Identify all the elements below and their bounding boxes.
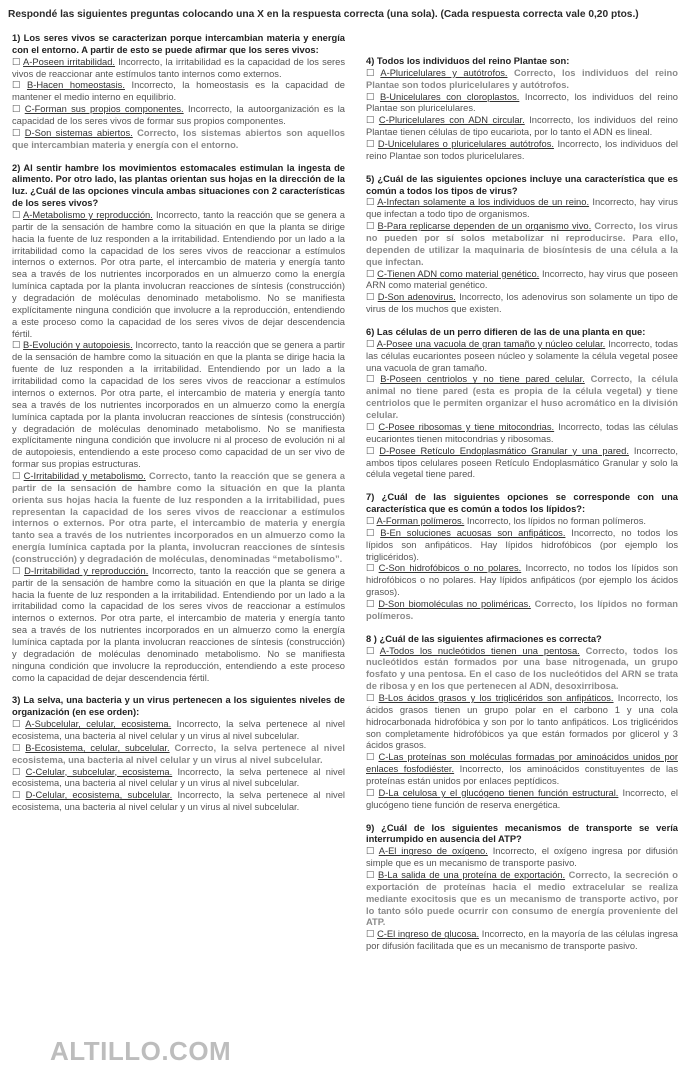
checkbox-icon[interactable]: ☐ — [366, 91, 375, 102]
option-feedback: Incorrecto, la selva pertenece al nivel ecosistema, una bacteria al nivel celular y un virus al nivel subcelular. — [12, 790, 345, 813]
answer-option — [366, 752, 678, 788]
checkbox-icon[interactable]: ☐ — [366, 115, 375, 126]
checkbox-icon[interactable]: ☐ — [366, 421, 375, 432]
answer-option — [366, 693, 678, 752]
answer-option — [366, 422, 678, 446]
answer-option — [366, 139, 678, 163]
answer-option — [366, 846, 678, 870]
question-block — [366, 634, 678, 812]
option-label: D-Son biomoléculas no poliméricas. — [378, 598, 531, 609]
option-feedback: Incorrecto, no todos los lípidos son anfipáticos. Hay lípidos hidrofóbicos (por ejemplo los triglicéridos). — [366, 527, 678, 562]
option-label: A-Metabolismo y reproducción. — [23, 210, 153, 221]
answer-option — [12, 719, 345, 743]
question-title: 3) La selva, una bacteria y un virus pertenecen a los siguientes niveles de organización (en ese orden): — [12, 695, 345, 718]
checkbox-icon[interactable]: ☐ — [12, 470, 21, 481]
option-label: B-Evolución y autopoiesis. — [23, 340, 133, 351]
option-feedback: Incorrecto, todas las células eucariontes poseen núcleo y solamente la célula vegetal posee una vacuola de gran tamaño. — [366, 338, 678, 373]
option-feedback: Correcto, los sistemas abiertos son aquellos que intercambian materia y energía con el entorno. — [12, 127, 345, 150]
option-label: D-Son sistemas abiertos. — [24, 127, 133, 138]
option-label: A-Forman polímeros. — [376, 515, 465, 526]
option-feedback: Correcto, la selva pertenece al nivel ecosistema, una bacteria al nivel celular y un virus al nivel subcelular. — [12, 742, 345, 765]
option-label: D-Posee Retículo Endoplasmático Granular y una pared. — [379, 445, 629, 456]
option-feedback: Incorrecto, en la mayoría de las células ingresa por difusión facilitada que es un mecanismo de transporte pasivo. — [366, 929, 678, 952]
checkbox-icon[interactable]: ☐ — [366, 139, 375, 150]
checkbox-icon[interactable]: ☐ — [366, 787, 375, 798]
answer-option — [366, 269, 678, 293]
answer-option — [12, 566, 345, 685]
option-feedback: Correcto, los individuos del reino Plantae son todos pluricelulares y autótrofos. — [366, 67, 678, 90]
option-label: C-Son hidrofóbicos o no polares. — [378, 563, 522, 574]
option-feedback: Incorrecto, tanto la reacción que se genera a partir de la sensación de hambre como la situación en que la planta se dirige hacia la fuente de luz responden a la irritabilidad. Entendiendo por un lado a la irritabilidad como la capacidad de los seres vivos de reaccionar a estímulos internos o externos. Por otra parte, el intercambio de materia y energía tanto sea a través de los nutrientes incorporados en un almuerzo como la energía lumínica captada por la planta involucran reacciones de síntesis (construcción) y degradación de moléculas denominado metabolismo. No se manifiesta ninguna condición que involucre la reproducción, entendiendo a este proceso como la capacidad de dejar descendencia fértil. — [12, 565, 345, 683]
option-label: A-Todos los nucleótidos tienen una pentosa. — [379, 645, 580, 656]
option-feedback: Incorrecto, la autoorganización es la capacidad de los seres vivos de formar sus propios componentes. — [12, 104, 345, 127]
option-label: C-Forman sus propios componentes. — [24, 104, 184, 115]
checkbox-icon[interactable]: ☐ — [366, 292, 375, 303]
question-block — [366, 174, 678, 316]
checkbox-icon[interactable]: ☐ — [12, 104, 21, 115]
option-feedback: Incorrecto, tanto la reacción que se genera a partir de la sensación de hambre como la situación en que la planta se dirige hacia la fuente de luz responden a la irritabilidad. Entendiendo por un lado a la irritabilidad como la capacidad de los seres vivos de reaccionar a estímulos internos o externos. Por otra parte, el intercambio de materia y energía tanto sea a través de los nutrientes incorporados en un almuerzo como la energía lumínica captada por la planta involucran reacciones de síntesis (construcción) y degradación de moléculas denominado metabolismo. No se manifiesta explícitamente ninguna condición que involucre ni al proceso de evolución ni al de autopoiesis, entendiendo a este proceso como capacidad de un ser vivo de formar sus propias estructuras. — [12, 340, 345, 470]
option-label: B-Unicelulares con cloroplastos. — [379, 91, 520, 102]
answer-option — [366, 599, 678, 623]
option-label: D-La celulosa y el glucógeno tienen función estructural. — [378, 787, 619, 798]
checkbox-icon[interactable]: ☐ — [366, 67, 375, 78]
question-block — [12, 163, 345, 685]
checkbox-icon[interactable]: ☐ — [366, 268, 375, 279]
option-feedback: Incorrecto, la homeostasis es la capacidad de mantener el medio interno en equilibrio. — [12, 80, 345, 103]
option-feedback: Incorrecto, hay virus que infectan a todo tipo de organismos. — [366, 197, 678, 220]
checkbox-icon[interactable]: ☐ — [366, 338, 375, 349]
checkbox-icon[interactable]: ☐ — [12, 719, 21, 730]
option-feedback: Incorrecto, tanto la reacción que se genera a partir de la sensación de hambre como la situación en que la planta se dirige hacia la fuente de luz responden a la irritabilidad. Entendiendo por un lado a la irritabilidad como la capacidad de los seres vivos de reaccionar a estímulos internos o externos. Por otra parte, el intercambio de materia y energía tanto sea a través de los nutrientes incorporados en un almuerzo como la energía lumínica captada por la planta involucran reacciones de síntesis (construcción) y degradación de moléculas denominado metabolismo. No se manifiesta explícitamente ninguna condición que involucre a la reproducción, entendiendo a este proceso como la capacidad de los seres vivos de dejar descendencia fértil. — [12, 210, 345, 339]
checkbox-icon[interactable]: ☐ — [366, 515, 375, 526]
option-feedback: Incorrecto, los lípidos no forman polímeros. — [464, 515, 647, 526]
option-feedback: Incorrecto, la selva pertenece al nivel ecosistema, una bacteria al nivel celular y un virus al nivel subcelular. — [12, 719, 345, 741]
checkbox-icon[interactable]: ☐ — [366, 752, 375, 763]
checkbox-icon[interactable]: ☐ — [366, 197, 375, 208]
answer-option — [366, 197, 678, 221]
answer-option — [12, 471, 345, 566]
question-block — [366, 327, 678, 481]
option-feedback: Incorrecto, la irritabilidad es la capacidad de los seres vivos de reaccionar ante estímulos tanto internos como externos. — [12, 56, 345, 79]
checkbox-icon[interactable]: ☐ — [12, 210, 21, 221]
option-feedback: Incorrecto, los ácidos grasos tienen un grupo polar en el carbono 1 y una cola hidrocarbonada hidrofóbica y son por lo tanto anfipáticos. Los triglicéridos son completamente hidrofóbicos ya que están formados por glicerol y 3 ácidos grasos. — [366, 692, 678, 751]
checkbox-icon[interactable]: ☐ — [12, 742, 21, 753]
option-label: A-El ingreso de oxígeno. — [378, 846, 488, 857]
option-feedback: Correcto, los lípidos no forman polímeros. — [366, 598, 678, 621]
checkbox-icon[interactable]: ☐ — [12, 340, 21, 351]
option-label: D-Unicelulares o pluricelulares autótrofos. — [377, 139, 554, 150]
checkbox-icon[interactable]: ☐ — [12, 766, 21, 777]
checkbox-icon[interactable]: ☐ — [366, 692, 375, 703]
answer-option — [366, 516, 678, 528]
option-label: C-Posee ribosomas y tiene mitocondrias. — [378, 421, 555, 432]
option-label: A-Infectan solamente a los individuos de un reino. — [377, 197, 590, 208]
option-feedback: Incorrecto, el glucógeno tiene función de reserva energética. — [366, 787, 678, 810]
answer-option — [366, 870, 678, 929]
option-label: A-Posee una vacuola de gran tamaño y núcleo celular. — [376, 338, 606, 349]
option-feedback: Correcto, la célula animal no tiene pared (esta es propia de la célula vegetal) y tiene centriolos que le permiten organizar el huso acromático en la división celular. — [366, 374, 678, 421]
option-label: B-La salida de una proteína de exportación. — [377, 870, 566, 880]
question-title: 1) Los seres vivos se caracterizan porque intercambian materia y energía con el entorno. A partir de esto se puede afirmar que los seres vivos: — [12, 33, 345, 55]
option-label: C-Las proteínas son moléculas formadas por aminoácidos unidos por enlaces fosfodiéster. — [366, 752, 678, 775]
option-label: A-Poseen irritabilidad. — [23, 56, 116, 67]
checkbox-icon[interactable]: ☐ — [366, 929, 375, 940]
answer-option — [366, 788, 678, 812]
option-label: B-En soluciones acuosas son anfipáticos. — [380, 527, 566, 538]
checkbox-icon[interactable]: ☐ — [12, 565, 21, 576]
option-feedback: Correcto, tanto la reacción que se genera a partir de la sensación de hambre como la situación en que la planta orienta sus hojas hacia la fuente de luz responden a la irritabilidad, pues representan la capacidad de los seres vivos de reaccionar a estímulos internos o externos. Por otra parte, el intercambio de materia y energía tanto sea a través de los nutrientes incorporados en un almuerzo como la energía lumínica captada por la planta, involucran reacciones de síntesis (construcción) y degradación de moléculas, denominadas “metabolismo”. — [12, 470, 345, 564]
question-title: 6) Las células de un perro difieren de las de una planta en que: — [366, 327, 646, 338]
question-block — [12, 695, 345, 814]
answer-option — [366, 563, 678, 599]
checkbox-icon[interactable]: ☐ — [366, 221, 375, 232]
answer-option — [12, 128, 345, 152]
answer-option — [12, 340, 345, 470]
option-feedback: Incorrecto, no todos los lípidos son hidrofóbicos o no polares. Hay lípidos anfipáticos (por ejemplo los ácidos grasos). — [366, 563, 678, 598]
option-label: B-Poseen centriolos y no tiene pared celular. — [380, 374, 585, 385]
answer-option — [366, 528, 678, 564]
answer-option — [366, 646, 678, 693]
option-label: C-Irritabilidad y metabolismo. — [23, 470, 146, 481]
option-label: D-Irritabilidad y reproducción. — [24, 565, 149, 576]
checkbox-icon[interactable]: ☐ — [366, 374, 375, 385]
answer-option — [366, 292, 678, 316]
answer-option — [12, 57, 345, 81]
answer-option — [12, 80, 345, 104]
question-block — [12, 33, 345, 152]
option-feedback: Incorrecto, el oxígeno ingresa por difusión simple que es un mecanismo de transporte pasivo. — [366, 846, 678, 869]
option-feedback: Incorrecto, la selva pertenece al nivel ecosistema, una bacteria al nivel celular y un virus al nivel subcelular. — [12, 766, 345, 789]
checkbox-icon[interactable]: ☐ — [12, 56, 21, 67]
option-label: B-Para replicarse dependen de un organismo vivo. — [377, 221, 592, 232]
option-feedback: Correcto, todos los nucleótidos están formados por una base nitrogenada, un grupo fosfato y una pentosa. En el caso de los nucleótidos del ARN se trata de ribosa y en los que pertenecen al ADN, desoxirribosa. — [366, 645, 678, 692]
question-title: 5) ¿Cuál de las siguientes opciones incluye una característica que es común a todos los tipos de virus? — [366, 173, 678, 196]
checkbox-icon[interactable]: ☐ — [366, 445, 375, 456]
checkbox-icon[interactable]: ☐ — [366, 527, 375, 538]
answer-option — [366, 446, 678, 482]
option-feedback: Incorrecto, los individuos del reino Plantae tienen células de tipo eucariota, por lo tanto el ADN es lineal. — [366, 115, 678, 138]
question-title: 7) ¿Cuál de las siguientes opciones se corresponde con una característica que es común a todos los lípidos?: — [366, 492, 678, 515]
answer-option — [366, 339, 678, 375]
option-feedback: Incorrecto, todas las células eucariontes tienen mitocondrias y ribosomas. — [366, 421, 678, 444]
answer-option — [366, 221, 678, 268]
question-title: 9) ¿Cuál de los siguientes mecanismos de transporte se vería interrumpido en ausencia del ATP? — [366, 822, 678, 845]
answer-option — [366, 929, 678, 953]
option-label: B-Hacen homeostasis. — [26, 80, 125, 91]
option-label: C-El ingreso de glucosa. — [377, 929, 480, 940]
option-label: C-Pluricelulares con ADN circular. — [378, 115, 525, 126]
instructions-header: Respondé las siguientes preguntas colocando una X en la respuesta correcta (una sola). (Cada respuesta correcta vale 0,20 ptos.) — [8, 9, 639, 20]
checkbox-icon[interactable]: ☐ — [366, 870, 375, 880]
checkbox-icon[interactable]: ☐ — [12, 80, 21, 91]
answer-option — [366, 115, 678, 139]
checkbox-icon[interactable]: ☐ — [366, 846, 375, 857]
option-feedback: Incorrecto, ambos tipos celulares poseen Retículo Endoplasmático Granular y solo la célula vegetal tiene pared. — [366, 445, 678, 480]
question-title: 4) Todos los individuos del reino Plantae son: — [366, 56, 570, 66]
option-label: C-Celular, subcelular, ecosistema. — [25, 766, 173, 777]
question-title: 8 ) ¿Cuál de las siguientes afirmaciones es correcta? — [366, 633, 602, 644]
option-feedback: Incorrecto, los aminoácidos constituyentes de las proteínas están unidos por enlaces peptídicos. — [366, 764, 678, 786]
answer-option — [12, 743, 345, 767]
question-block — [366, 492, 678, 622]
option-label: C-Tienen ADN como material genético. — [377, 268, 540, 279]
left-column — [12, 33, 345, 825]
checkbox-icon[interactable]: ☐ — [12, 127, 21, 138]
option-feedback: Incorrecto, los adenovirus son solamente un tipo de virus de los muchos que existen. — [366, 292, 678, 315]
option-feedback: Correcto, los virus no pueden por sí solos metabolizar ni reproducirse. Para ello, dependen de utilizar la maquinaria de biosíntesis de una célula a la que infectan. — [366, 221, 678, 267]
option-label: A-Subcelular, celular, ecosistema. — [25, 719, 172, 730]
checkbox-icon[interactable]: ☐ — [12, 790, 21, 801]
checkbox-icon[interactable]: ☐ — [366, 563, 375, 574]
answer-option — [366, 374, 678, 421]
answer-option — [12, 104, 345, 128]
answer-option — [366, 68, 678, 92]
option-label: B-Ecosistema, celular, subcelular. — [25, 742, 170, 753]
option-feedback: Incorrecto, hay virus que poseen ARN como material genético. — [366, 268, 678, 291]
answer-option — [12, 790, 345, 814]
question-block — [366, 56, 678, 163]
answer-option — [366, 92, 678, 116]
answer-option — [12, 767, 345, 791]
right-column — [366, 56, 678, 964]
option-label: A-Pluricelulares y autótrofos. — [380, 67, 508, 78]
option-label: D-Son adenovirus. — [377, 292, 456, 303]
checkbox-icon[interactable]: ☐ — [366, 645, 375, 656]
checkbox-icon[interactable]: ☐ — [366, 598, 375, 609]
option-feedback: Incorrecto, los individuos del reino Plantae son pluricelulares. — [366, 91, 678, 114]
option-label: B-Los ácidos grasos y los triglicéridos son anfipáticos. — [378, 692, 614, 703]
question-block — [366, 823, 678, 953]
altillo-watermark-logo: ALTILLO.COM — [50, 1036, 232, 1066]
answer-option — [12, 210, 345, 340]
option-feedback: Correcto, la secreción o exportación de proteínas hacia el medio extracelular se realiza mediante exocitosis que es un mecanismo de transporte activo, por lo tanto sólo puede ocurrir con consumo de energía proveniente del ATP. — [366, 870, 678, 928]
question-title: 2) Al sentir hambre los movimientos estomacales estimulan la ingesta de alimento. Por otro lado, las plantas orientan sus hojas en la dirección de la luz. ¿Cuál de las opciones vincula ambas situaciones con 2 características de los seres vivos? — [12, 162, 345, 209]
option-label: D-Celular, ecosistema, subcelular. — [25, 790, 173, 801]
option-feedback: Incorrecto, los individuos del reino Plantae son todos pluricelulares. — [366, 139, 678, 161]
